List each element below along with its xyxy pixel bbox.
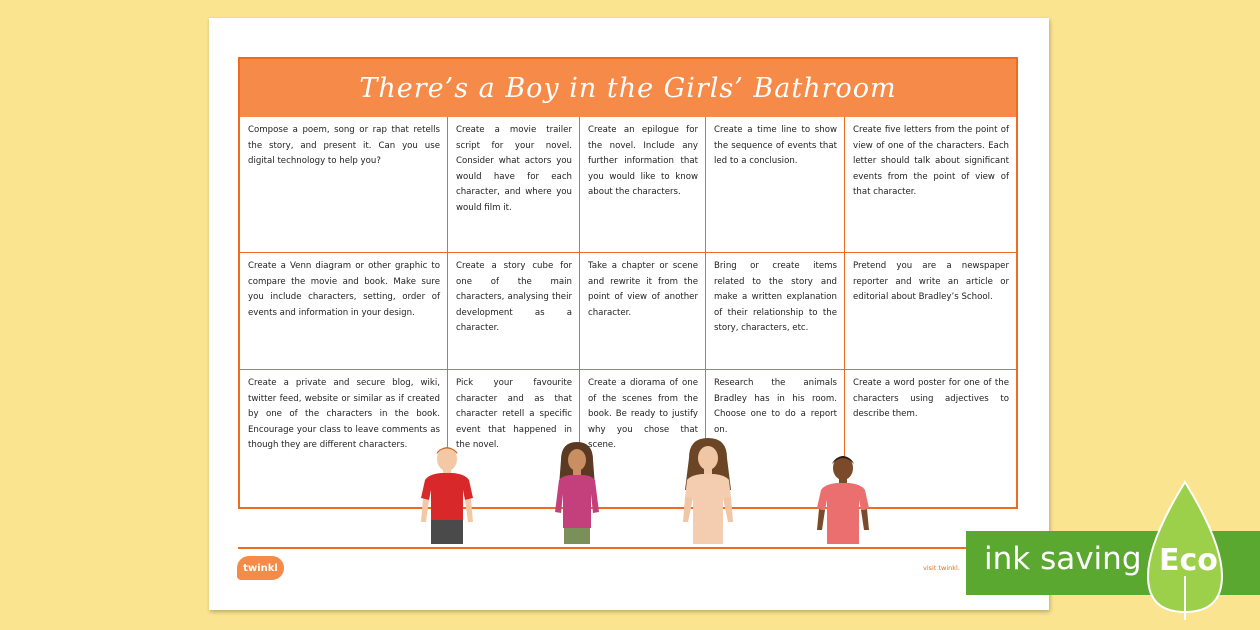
activity-cell: Create a word poster for one of the characters using adjectives to describe them. [853, 378, 1009, 419]
footer-divider [238, 547, 1020, 549]
twinkl-logo: twinkl [237, 556, 284, 580]
activity-cell: Create a private and secure blog, wiki, twitter feed, website or similar as if created by one of the characters in the book. Encourage your class to leave comments as though they are different characters. [240, 370, 448, 507]
activity-cell: Create a Venn diagram or other graphic to compare the movie and book. Make sure you include characters, setting, order of events and information in your design. [240, 253, 448, 370]
activity-cell: Create five letters from the point of view of one of the characters. Each letter should talk about significant events from the point of view of that character. [845, 117, 1016, 253]
activity-cells [240, 117, 1016, 507]
visit-link-text: visit twinkl. [923, 564, 960, 572]
woman-illustration [673, 438, 743, 544]
girl-pink-top-illustration [545, 442, 609, 544]
worksheet-preview [209, 18, 1049, 610]
activity-cell: Pick your favourite character and as that character retell a specific event that happened in the novel. [448, 370, 580, 507]
eco-label: Eco [1159, 543, 1218, 578]
worksheet-title: There’s a Boy in the Girls’ Bathroom [359, 72, 897, 104]
activity-cell: Take a chapter or scene and rewrite it from the point of view of another character. [580, 253, 706, 370]
activity-cell: Create a movie trailer script for your novel. Consider what actors you would have for each character, and where you would film it. [448, 117, 580, 253]
activity-cell: Research the animals Bradley has in his room. Choose one to do a report on. [706, 370, 845, 507]
activity-cell: Pretend you are a newspaper reporter and write an article or editorial about Bradley’s School. [845, 253, 1016, 370]
activity-cell: Create a diorama of one of the scenes from the book. Be ready to justify why you chose that scene. [580, 370, 706, 507]
boy-pink-shirt-illustration [811, 452, 875, 544]
activity-cell: Compose a poem, song or rap that retells the story, and present it. Can you use digital technology to help you? [240, 117, 448, 253]
activity-cell: Bring or create items related to the story and make a written explanation of their relationship to the story, characters, etc. [706, 253, 845, 370]
activity-cell: Create a story cube for one of the main characters, analysing their development as a character. [448, 253, 580, 370]
title-bar [240, 59, 1016, 117]
activity-grid [238, 57, 1018, 509]
ink-saving-label: ink saving [984, 541, 1142, 577]
boy-red-shirt-illustration [415, 442, 479, 544]
activity-cell: Create an epilogue for the novel. Include any further information that you would like to know about the characters. [580, 117, 706, 253]
activity-cell: Create a time line to show the sequence of events that led to a conclusion. [706, 117, 845, 253]
